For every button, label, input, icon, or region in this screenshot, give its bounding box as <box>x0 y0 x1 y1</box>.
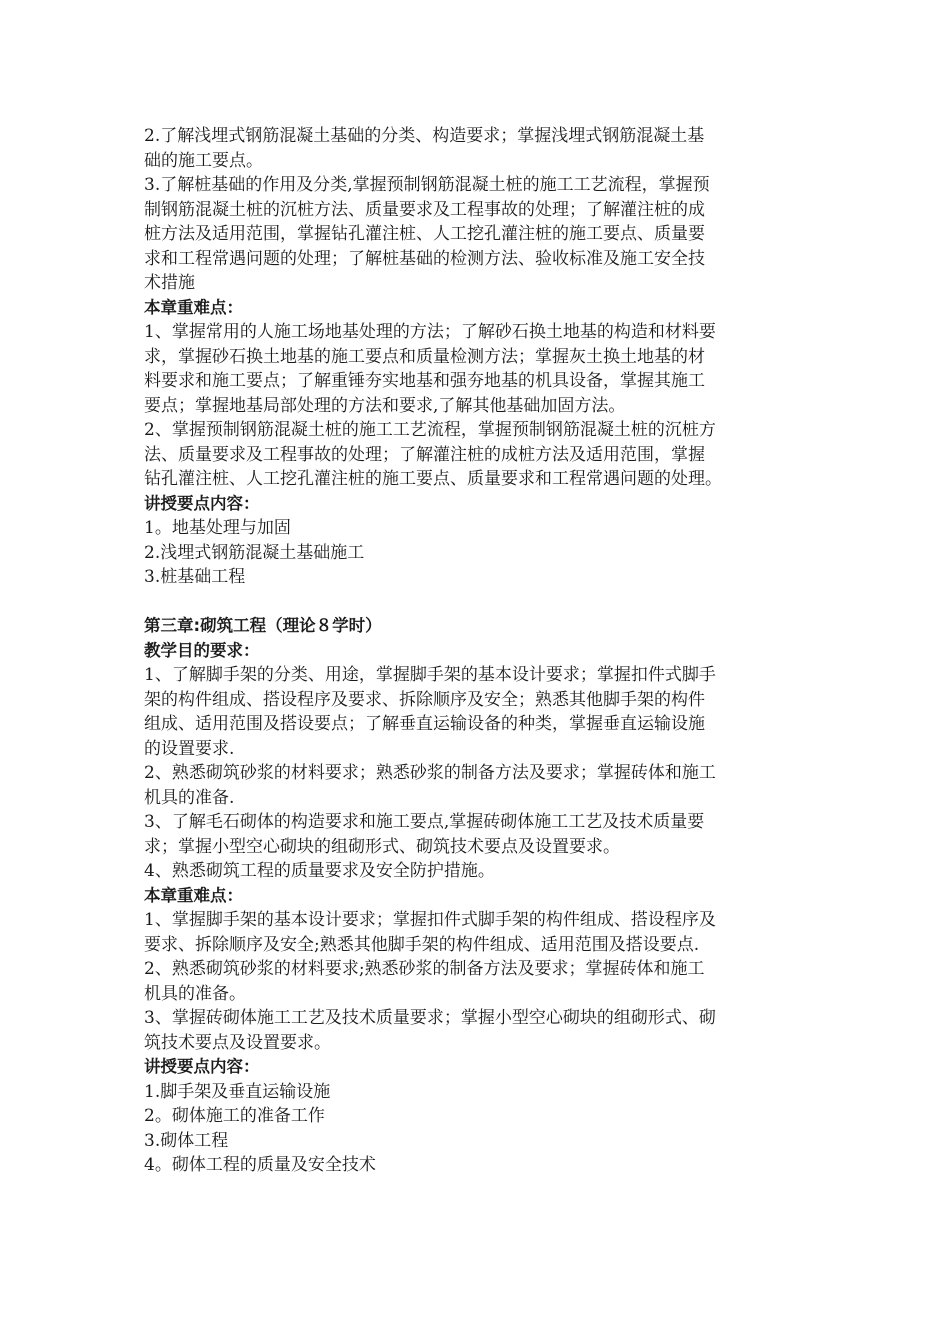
text-line: 3.了解桩基础的作用及分类,掌握预制钢筋混凝土桩的施工工艺流程，掌握预 <box>144 175 710 195</box>
text-line: 制钢筋混凝土桩的沉桩方法、质量要求及工程事故的处理；了解灌注桩的成 <box>144 199 705 220</box>
list-item: 3.砌体工程 <box>144 1130 229 1151</box>
chapter-title: 第三章:砌筑工程（理论８学时） <box>144 616 382 635</box>
text-line: 求，掌握砂石换土地基的施工要点和质量检测方法；掌握灰土换土地基的材 <box>144 346 705 367</box>
chapter3-difficulties <box>144 908 812 1055</box>
difficulty-heading: 本章重难点： <box>144 297 243 317</box>
list-item: 2.浅埋式钢筋混凝土基础施工 <box>144 542 365 563</box>
difficulty-heading: 本章重难点： <box>144 885 243 905</box>
text-line: 2.了解浅埋式钢筋混凝土基础的分类、构造要求；掌握浅埋式钢筋混凝土基 <box>144 126 705 146</box>
text-line: 的设置要求. <box>144 738 235 759</box>
text-line: 钻孔灌注桩、人工挖孔灌注桩的施工要点、质量要求和工程常遇问题的处理。 <box>144 469 722 489</box>
list-item: 2。砌体施工的准备工作 <box>144 1106 325 1126</box>
text-line: 桩方法及适用范围，掌握钻孔灌注桩、人工挖孔灌注桩的施工要点、质量要 <box>144 224 705 244</box>
list-item: 1。地基处理与加固 <box>144 518 291 538</box>
text-line: 求；掌握小型空心砌块的组砌形式、砌筑技术要点及设置要求。 <box>144 836 620 857</box>
teaching-points-heading: 讲授要点内容： <box>144 1057 260 1076</box>
text-line: 1、了解脚手架的分类、用途，掌握脚手架的基本设计要求；掌握扣件式脚手 <box>144 665 716 685</box>
text-line: 求和工程常遇问题的处理；了解桩基础的检测方法、验收标准及施工安全技 <box>144 248 705 269</box>
text-line: 组成、适用范围及搭设要点；了解垂直运输设备的种类，掌握垂直运输设施 <box>144 714 705 734</box>
text-line: 筑技术要点及设置要求。 <box>144 1032 331 1053</box>
text-line: 2、熟悉砌筑砂浆的材料要求;熟悉砂浆的制备方法及要求；掌握砖体和施工 <box>144 959 705 979</box>
text-line: 1、掌握常用的人施工场地基处理的方法；了解砂石换土地基的构造和材料要 <box>144 322 716 342</box>
list-item: 1.脚手架及垂直运输设施 <box>144 1081 331 1102</box>
text-line: 料要求和施工要点；了解重锤夯实地基和强夯地基的机具设备，掌握其施工 <box>144 371 705 391</box>
list-item: 3.桩基础工程 <box>144 567 246 587</box>
goals-heading: 教学目的要求： <box>144 640 260 660</box>
text-line: 2、掌握预制钢筋混凝土桩的施工工艺流程，掌握预制钢筋混凝土桩的沉桩方 <box>144 420 716 440</box>
prev-chapter-difficulties <box>144 320 812 492</box>
teaching-points-heading: 讲授要点内容： <box>144 493 260 513</box>
text-line: 3、掌握砖砌体施工工艺及技术质量要求；掌握小型空心砌块的组砌形式、砌 <box>144 1008 716 1028</box>
prev-chapter-goals <box>144 124 812 296</box>
text-line: 4、熟悉砌筑工程的质量要求及安全防护措施。 <box>144 861 495 881</box>
text-line: 法、质量要求及工程事故的处理；了解灌注桩的成桩方法及适用范围，掌握 <box>144 444 705 465</box>
prev-chapter-points <box>144 516 812 590</box>
text-line: 机具的准备。 <box>144 983 246 1004</box>
text-line: 3、了解毛石砌体的构造要求和施工要点,掌握砖砌体施工工艺及技术质量要 <box>144 812 705 832</box>
chapter3-goals <box>144 663 812 884</box>
text-line: 架的构件组成、搭设程序及要求、拆除顺序及安全；熟悉其他脚手架的构件 <box>144 689 705 710</box>
chapter3-points <box>144 1080 812 1178</box>
text-line: 机具的准备. <box>144 787 235 808</box>
text-line: 要点；掌握地基局部处理的方法和要求,了解其他基础加固方法。 <box>144 395 626 416</box>
list-item: 4。砌体工程的质量及安全技术 <box>144 1155 376 1175</box>
text-line: 1、掌握脚手架的基本设计要求；掌握扣件式脚手架的构件组成、搭设程序及 <box>144 910 716 930</box>
text-line: 础的施工要点。 <box>144 150 263 171</box>
text-line: 要求、拆除顺序及安全;熟悉其他脚手架的构件组成、适用范围及搭设要点. <box>144 934 700 955</box>
text-line: 2、熟悉砌筑砂浆的材料要求；熟悉砂浆的制备方法及要求；掌握砖体和施工 <box>144 763 716 783</box>
text-line: 术措施 <box>144 273 195 293</box>
document-page <box>144 124 812 1178</box>
